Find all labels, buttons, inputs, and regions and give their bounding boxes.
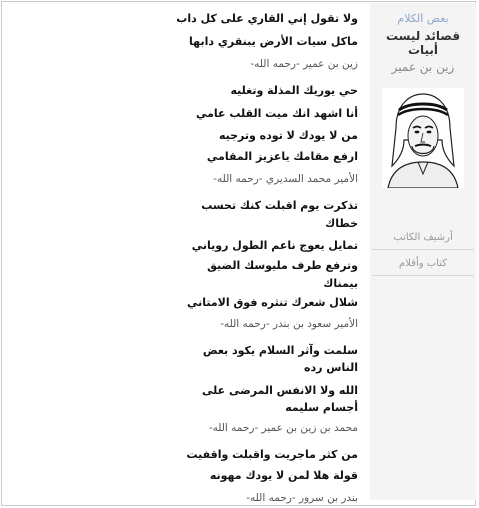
poem-attribution: الأمير سعود بن بندر -رحمه الله- <box>220 318 358 330</box>
verse-line: ارفع مقامك ياعزيز المقامي <box>206 150 358 163</box>
sidebar-link-archive[interactable]: أرشيف الكاتب <box>372 224 474 250</box>
poem-attribution: بندر بن سرور -رحمه الله- <box>246 492 358 504</box>
verse-line: حي يوريك المذلة وتغليه <box>230 84 358 97</box>
verse-line: ولا تقول إني القاري على كل داب <box>176 12 358 25</box>
verse-line: وترفع طرف مليوسك الضيق <box>207 259 358 272</box>
verse-line: قولة هلا لمن لا يودك مهونه <box>209 469 358 482</box>
verse-line: من لا يودك لا توده وترجيه <box>218 129 358 142</box>
verse-line: أنا اشهد انك ميت القلب عامي <box>195 107 358 120</box>
poem-attribution: زين بن عمير -رحمه الله- <box>250 58 358 70</box>
verse-line: الله ولا الانفس المرضى على <box>202 384 358 397</box>
verse-line: ماكل سيات الأرض يبنقري دابها <box>189 35 358 48</box>
sidebar-link-writers[interactable]: كتاب وأقلام <box>372 250 474 276</box>
section-label[interactable]: بعض الكلام <box>397 12 449 25</box>
verse-line: أجسام سليمه <box>285 401 358 414</box>
verse-line: سلمت وآثر السلام يكود بعض <box>202 344 358 357</box>
verse-line: خطاك <box>325 217 358 230</box>
poem-attribution: محمد بن زين بن عمير -رحمه الله- <box>208 422 358 434</box>
verse-line: شلال شعرك تنثره فوق الامتاني <box>186 296 358 309</box>
verse-line: الناس رده <box>303 361 358 374</box>
verse-line: تمايل يعوج ناعم الطول روياني <box>191 239 358 252</box>
verse-line: تذكرت يوم اقبلت كنك تحسب <box>201 199 358 212</box>
author-name[interactable]: زين بن عمير <box>391 60 455 74</box>
sidebar <box>370 3 476 500</box>
author-portrait <box>382 88 464 188</box>
poem-attribution: الأمير محمد السديري -رحمه الله- <box>213 173 358 185</box>
verse-line: بيمناك <box>323 277 358 290</box>
verse-line: من كثر ماجريت واقبلت واقفيت <box>186 448 358 461</box>
column-title[interactable]: قصائد ليست أبيات <box>385 29 461 57</box>
